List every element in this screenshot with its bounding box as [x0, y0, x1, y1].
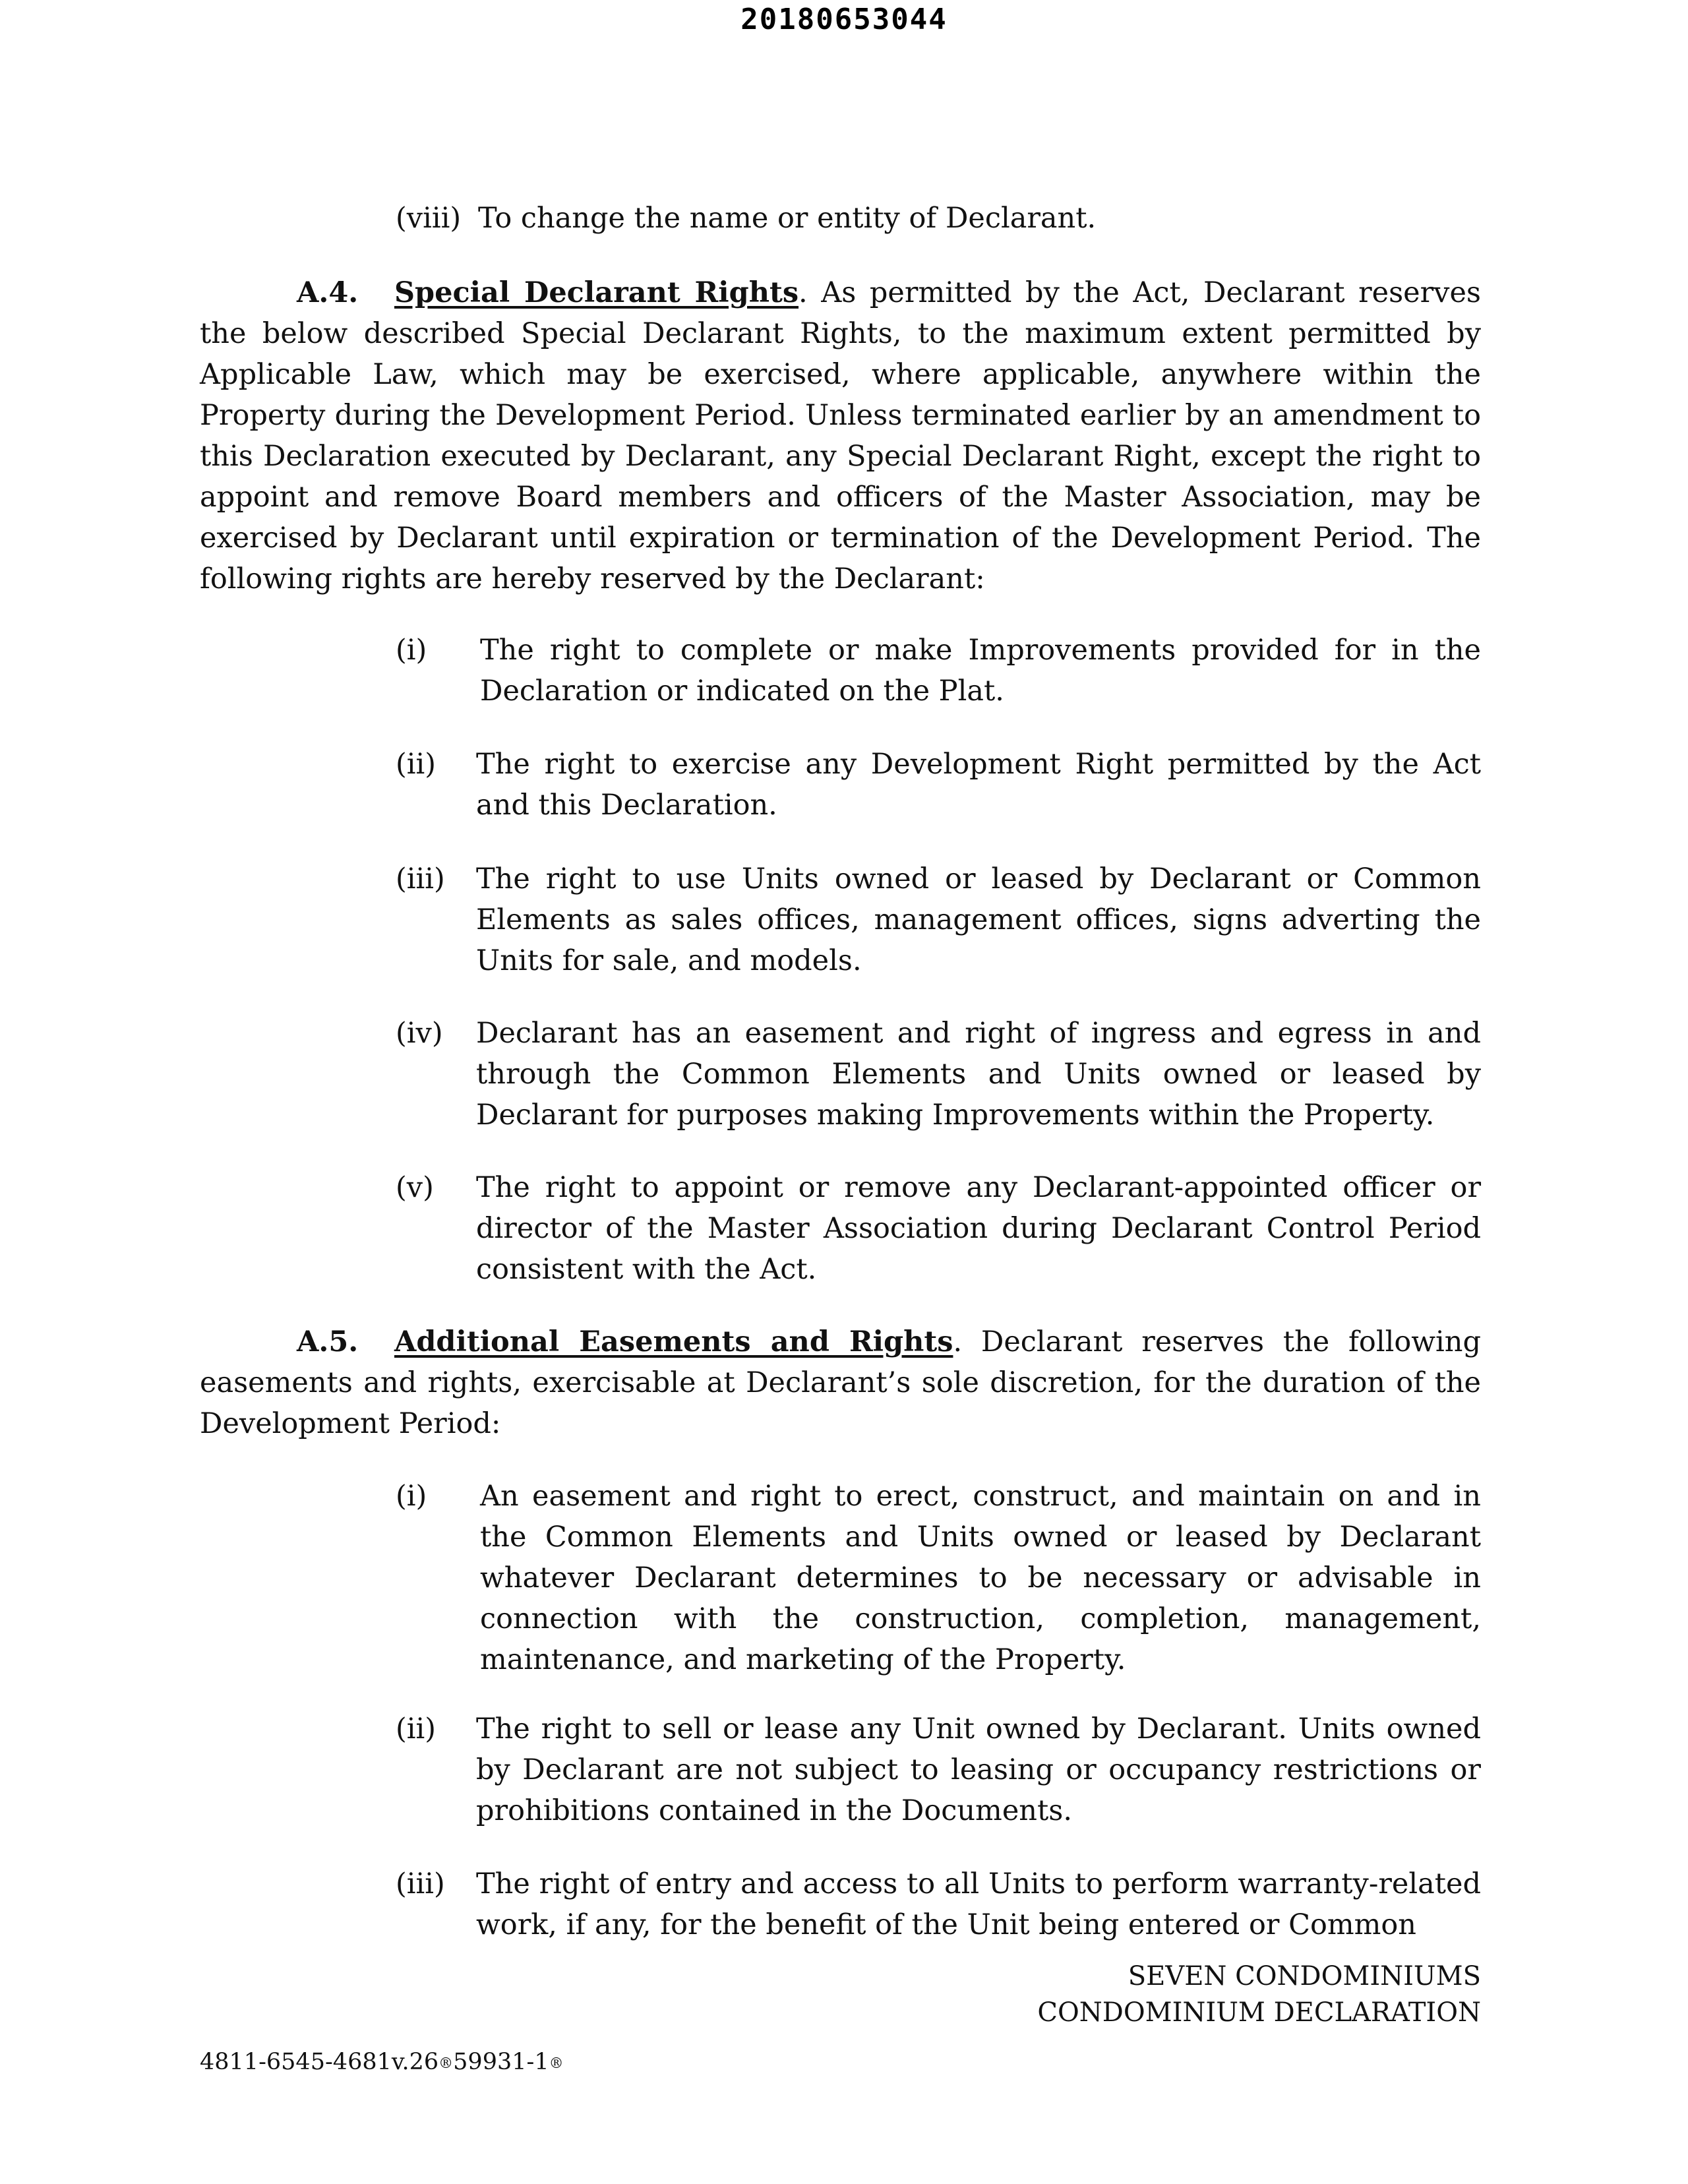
- section-a4-paragraph: [200, 272, 1481, 599]
- list-item-number: (iv): [396, 1017, 443, 1050]
- section-a5-heading: Additional Easements and Rights: [394, 1325, 953, 1358]
- section-a5-text: . Declarant reserves the following easements and rights, exercisable at Declarant’s sole discretion, for the duration of the Development Period:: [200, 1325, 1481, 1440]
- section-a5-number: A.5.: [297, 1325, 359, 1358]
- list-item-text: The right to appoint or remove any Declarant-appointed officer or director of the Master Association during Declarant Control Period consistent with the Act.: [476, 1171, 1481, 1286]
- list-item-number: (ii): [396, 1713, 437, 1745]
- section-a4-number: A.4.: [297, 276, 359, 309]
- list-item-text: The right to sell or lease any Unit owned by Declarant. Units owned by Declarant are not subject to leasing or occupancy restrictions or prohibitions contained in the Documents.: [476, 1713, 1481, 1827]
- list-item-number: (ii): [396, 748, 437, 781]
- footer-document-id: [200, 2046, 564, 2080]
- list-item-number: (iii): [396, 863, 445, 895]
- list-item-text: Declarant has an easement and right of ingress and egress in and through the Common Elements and Units owned or leased by Declarant for purposes making Improvements within the Property.: [476, 1017, 1481, 1132]
- registered-mark: ®: [549, 2055, 564, 2072]
- list-item-number: (i): [396, 634, 427, 667]
- item-viii-number: (viii): [396, 202, 462, 235]
- list-item-number: (i): [396, 1480, 427, 1513]
- section-a4-text: . As permitted by the Act, Declarant reserves the below described Special Declarant Rights, to the maximum extent permitted by Applicable Law, which may be exercised, where applicable, anywhere within the Property during the Development Period. Unless terminated earlier by an amendment to this Declaration executed by Declarant, any Special Declarant Right, except the right to appoint and remove Board members and officers of the Master Association, may be exercised by Declarant until expiration or termination of the Development Period. The following rights are hereby reserved by the Declarant:: [200, 276, 1481, 595]
- list-item-number: (iii): [396, 1867, 445, 1900]
- item-viii-text: To change the name or entity of Declarant.: [478, 202, 1097, 235]
- list-item-text: The right to exercise any Development Right permitted by the Act and this Declaration.: [476, 748, 1481, 822]
- doc-id-part2: 59931-1: [453, 2049, 549, 2075]
- section-a5-paragraph: [200, 1321, 1481, 1444]
- list-item-text: The right of entry and access to all Units to perform warranty-related work, if any, for the benefit of the Unit being entered or Common: [476, 1867, 1481, 1941]
- registered-mark: ®: [438, 2055, 454, 2072]
- section-a4-heading: Special Declarant Rights: [394, 276, 799, 309]
- list-item-text: An easement and right to erect, construct, and maintain on and in the Common Elements and Units owned or leased by Declarant whatever Declarant determines to be necessary or advisable in connection with the construction, completion, management, maintenance, and marketing of the Property.: [480, 1480, 1481, 1676]
- list-item-text: The right to use Units owned or leased by Declarant or Common Elements as sales offices, management offices, signs adverting the Units for sale, and models.: [476, 863, 1481, 977]
- list-item-number: (v): [396, 1171, 434, 1204]
- list-item-text: The right to complete or make Improvements provided for in the Declaration or indicated on the Plat.: [480, 634, 1481, 708]
- recording-number: 20180653044: [740, 3, 948, 36]
- footer-title-line2: CONDOMINIUM DECLARATION: [1037, 1997, 1481, 2028]
- footer-title-line1: SEVEN CONDOMINIUMS: [1128, 1961, 1481, 1991]
- doc-id-part1: 4811-6545-4681v.26: [200, 2049, 439, 2075]
